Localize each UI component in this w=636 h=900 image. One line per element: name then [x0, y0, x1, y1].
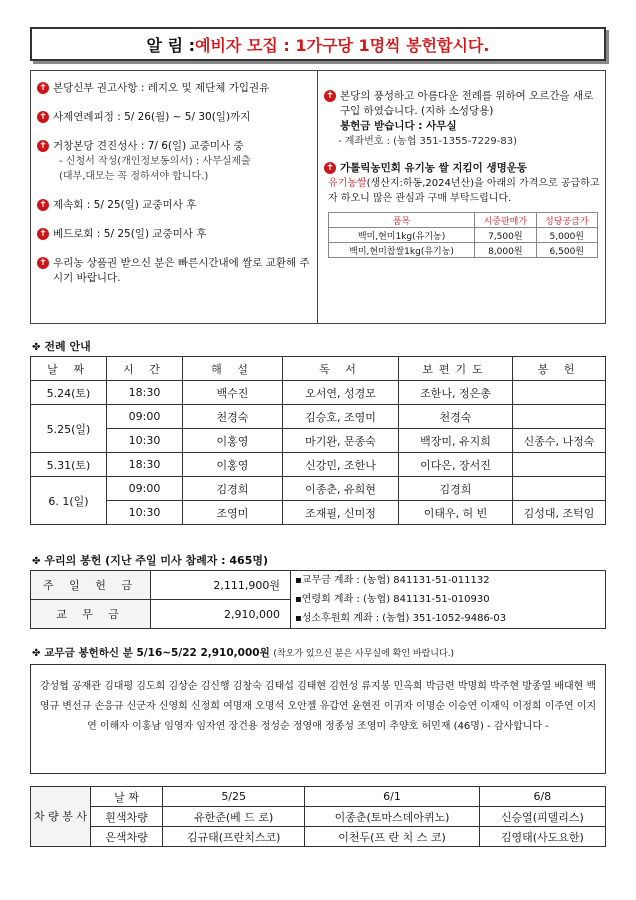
cross-icon: ✝: [37, 199, 49, 211]
donors-title: ✤ 교무금 봉헌하신 분 5/16~5/22 2,910,000원 (착오가 있으신 분은 사무실에 확인 바랍니다.): [32, 647, 455, 659]
car-service-table: 차 량 봉 사 날 짜 5/25 6/1 6/8 흰색차량 유한준(베 드 로) 이종춘(토마스데아퀴노) 신승열(피델리스) 은색차량 김규태(프란치스코) 이천두(프 란 치 스 코) 김영태(사도요한): [30, 786, 606, 847]
rice-movement: ✝ 가톨릭농민회 유기농 쌀 지킴이 생명운동: [324, 161, 605, 176]
table-row: 은색차량 김규태(프란치스코) 이천두(프 란 치 스 코) 김영태(사도요한): [31, 827, 606, 847]
table-row: 10:30 이홍영 마기완, 문종숙 백장미, 유지희 신종수, 나정숙: [31, 429, 606, 453]
banner-highlight: 예비자 모집 : 1가구당 1명씩 봉헌합시다.: [195, 35, 490, 55]
offer-table: 주 일 헌 금 2,111,900원 ▪교무금 계좌 : (농협) 841131-51-011132 ▪연령회 계좌 : (농협) 841131-51-010930 ▪성소후원회 계좌 : (농협) 351-1052-9486-03 교 무 금 2,910,000: [30, 570, 606, 629]
notice-item: ✝ 베드로회 : 5/ 25(일) 교중미사 후: [37, 227, 317, 242]
notice-item: ✝ 우리농 상품권 받으신 분은 빠른시간내에 쌀로 교환해 주시기 바랍니다.: [37, 256, 317, 286]
cross-icon: ✝: [324, 162, 336, 174]
notice-item: ✝ 제속회 : 5/ 25(일) 교중미사 후: [37, 198, 317, 213]
donors-list: 강성협 공재관 김대평 김도희 김상순 김신행 김창숙 김태섭 김태현 김헌성 류지봉 민옥희 박금련 박명희 박주현 방종열 배대현 백영규 변선규 손응규 신군자 신영희 신정희 여명재 오명석 오안젤 유갑연 윤현진 이귀자 이명순 이승연 이재익 이정희 이주연 이지연 이해자 이홍남 임영자 임자연 장건용 정성순 정영애 정종성 조영미 추양호 허민재 (46명) - 감사합니다 -: [30, 664, 606, 774]
cross-icon: ✝: [37, 228, 49, 240]
notice-item: ✝ 거창본당 견진성사 : 7/ 6(일) 교중미사 중: [37, 139, 317, 154]
rice-desc: 유기농쌀(생산지:하동,2024년산)을 아래의 가격으로 공급하고자 하오니 많은 관심과 구매 부탁드립니다.: [328, 178, 600, 204]
banner-prefix: 알 림 :: [146, 35, 195, 55]
notice-right: [318, 71, 605, 323]
table-row: 6. 1(일) 09:00 김경희 이종춘, 유희현 김경희: [31, 477, 606, 501]
notice-banner: [30, 27, 606, 61]
notice-item: ✝ 본당신부 권고사항 : 레지오 및 제단체 가입권유: [37, 81, 317, 96]
organ-notice: ✝ 본당의 풍성하고 아름다운 전례를 위하여 오르간을 새로 구입 하였습니다. (지하 소성당용): [324, 89, 605, 119]
organ-donation: 봉헌금 받습니다 : 사무실: [340, 120, 457, 132]
rice-price-table: 품목 시중판매가 성당공급가 백미,현미1kg(유기농) 7,500원 5,000원 백미,현미찹쌀1kg(유기농) 8,000원 6,500원: [328, 212, 598, 258]
cross-icon: ✝: [324, 90, 336, 102]
cross-icon: ✝: [37, 82, 49, 94]
table-row: 흰색차량 유한준(베 드 로) 이종춘(토마스데아퀴노) 신승열(피델리스): [31, 807, 606, 827]
notice-box: [30, 70, 606, 324]
notice-sub: - 신청서 작성(개인정보동의서) : 사무실제출: [59, 156, 251, 167]
notice-left: [31, 71, 318, 323]
cross-icon: ✝: [37, 140, 49, 152]
table-row: 5.25(일) 09:00 천경숙 김승호, 조영미 천경숙: [31, 405, 606, 429]
table-row: 5.31(토) 18:30 이홍영 신강민, 조한나 이다은, 장서진: [31, 453, 606, 477]
schedule-title: ✤ 전례 안내: [32, 340, 91, 353]
offer-title: ✤ 우리의 봉헌 (지난 주일 미사 참례자 : 465명): [32, 554, 269, 567]
cross-icon: ✝: [37, 111, 49, 123]
notice-sub: (대부,대모는 꼭 정하셔야 합니다.): [59, 171, 209, 182]
account-number: - 계좌번호 : (농협 351-1355-7229-83): [338, 136, 517, 147]
notice-item: ✝ 사제연례피정 : 5/ 26(월) ~ 5/ 30(일)까지: [37, 110, 317, 125]
table-row: 5.24(토) 18:30 백수진 오서연, 성경모 조한나, 정은총: [31, 381, 606, 405]
cross-icon: ✝: [37, 257, 49, 269]
schedule-table: 날 짜 시 간 해 설 독 서 보편기도 봉 헌 5.24(토) 18:30 백수진 오서연, 성경모 조한나, 정은총 5.25(일) 09:00 천경숙 김승호, 조영미 천경숙 10:30 이홍영 마기완, 문종숙 백장미, 유지희 신종수, 나정숙 5.31(토) 18:30 이홍영 신강민, 조한나 이다은, 장서진 6. 1(일) 09:00 김경희 이종춘, 유희현 김경희 10:30 조영미 조재필, 신미정 이태우, 허 빈 김성대, 조턱임: [30, 356, 606, 525]
table-row: 10:30 조영미 조재필, 신미정 이태우, 허 빈 김성대, 조턱임: [31, 501, 606, 525]
